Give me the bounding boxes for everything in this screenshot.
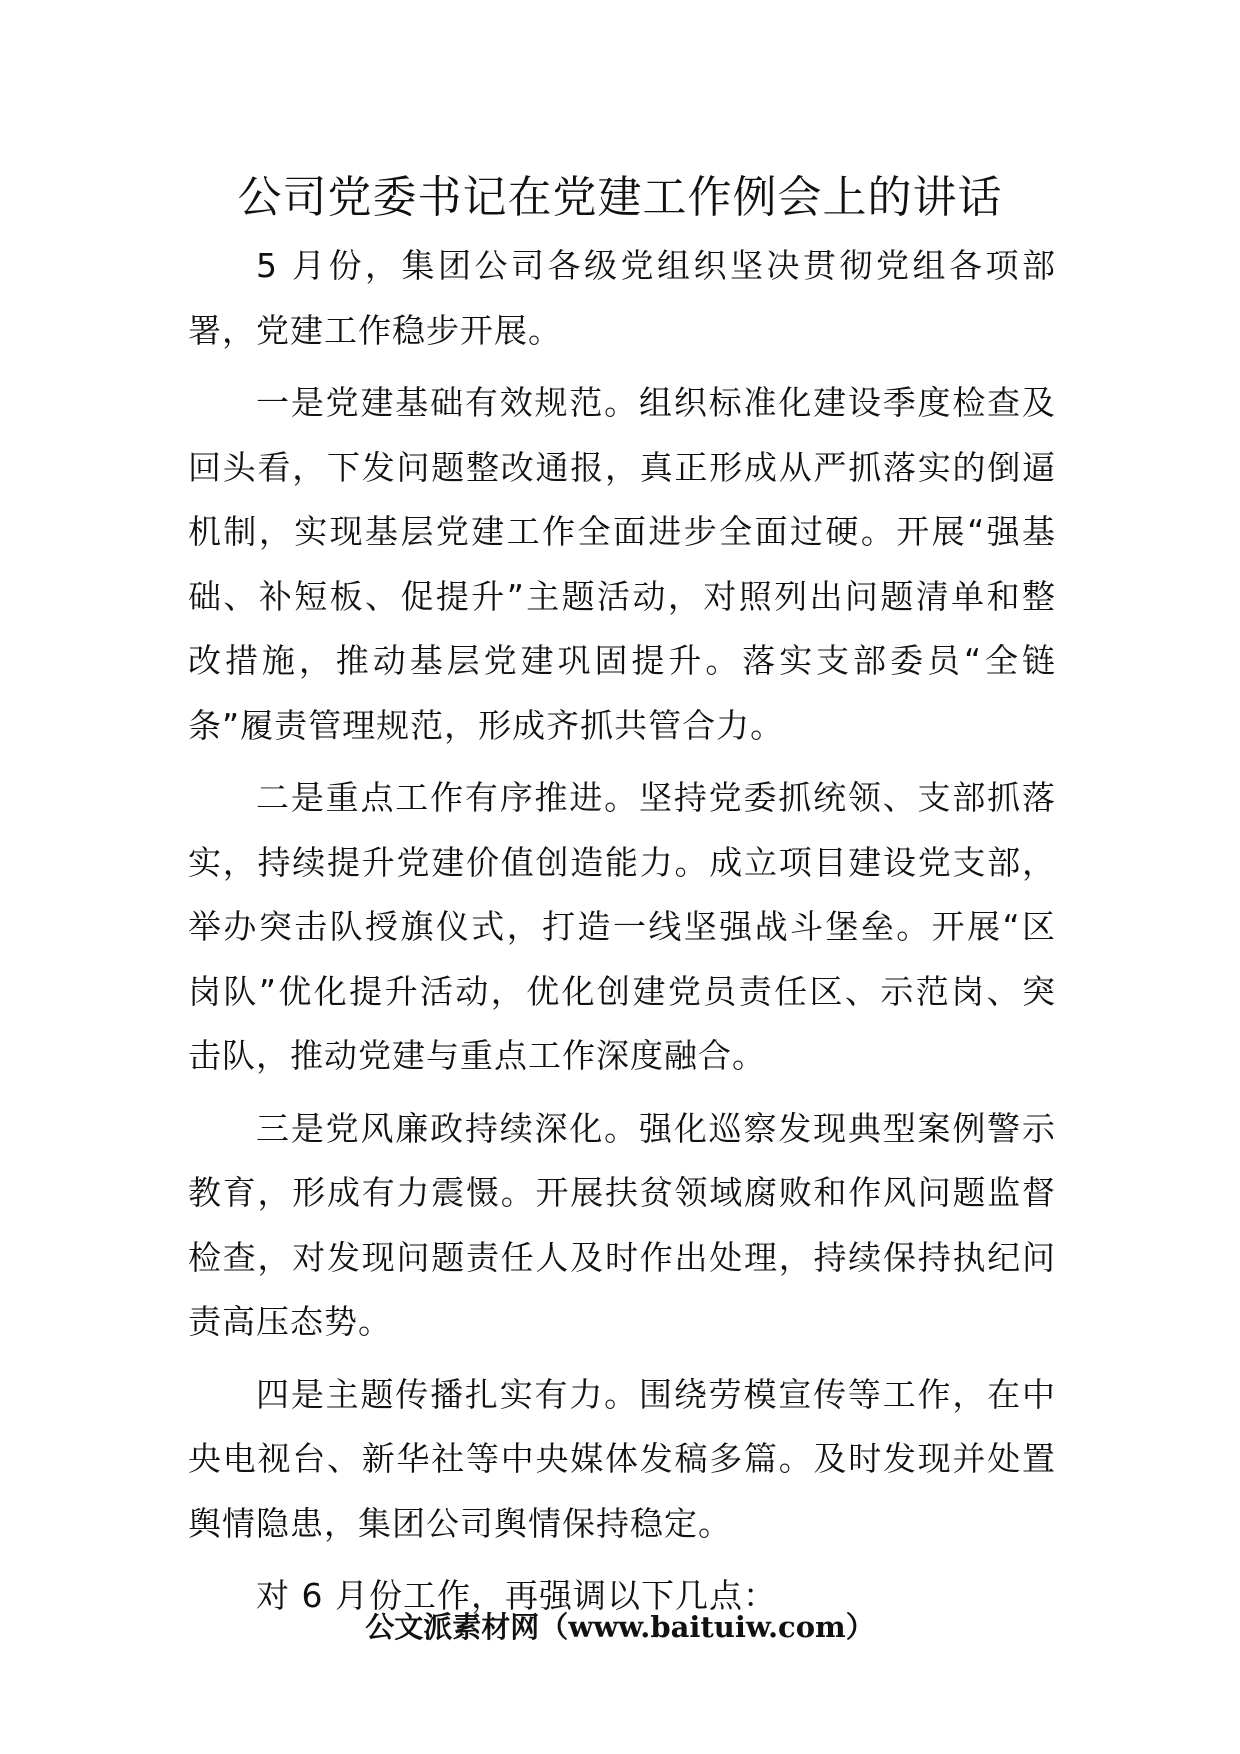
- paragraph-june-points: 对 6 月份工作，再强调以下几点：: [256, 1576, 777, 1615]
- document-body: [188, 234, 1056, 1637]
- source-footer: 公文派素材网（www.baituiw.com）: [365, 1610, 875, 1644]
- paragraph-key-work: 二是重点工作有序推进。坚持党委抓统领、支部抓落实，持续提升党建价值创造能力。成立项目建设党支部，举办突击队授旗仪式，打造一线坚强战斗堡垒。开展“区岗队”优化提升活动，优化创建党员责任区、示范岗、突击队，推动党建与重点工作深度融合。: [188, 778, 1056, 1075]
- paragraph-publicity: 四是主题传播扎实有力。围绕劳模宣传等工作，在中央电视台、新华社等中央媒体发稿多篇。及时发现并处置舆情隐患，集团公司舆情保持稳定。: [188, 1374, 1056, 1543]
- paragraph-integrity: 三是党风廉政持续深化。强化巡察发现典型案例警示教育，形成有力震慑。开展扶贫领域腐败和作风问题监督检查，对发现问题责任人及时作出处理，持续保持执纪问责高压态势。: [188, 1108, 1056, 1341]
- paragraph-party-foundation: 一是党建基础有效规范。组织标准化建设季度检查及回头看，下发问题整改通报，真正形成从严抓落实的倒逼机制，实现基层党建工作全面进步全面过硬。开展“强基础、补短板、促提升”主题活动，对照列出问题清单和整改措施，推动基层党建巩固提升。落实支部委员“全链条”履责管理规范，形成齐抓共管合力。: [188, 383, 1056, 745]
- paragraph-intro: 5 月份，集团公司各级党组织坚决贯彻党组各项部署，党建工作稳步开展。: [188, 246, 1056, 350]
- document-title: 公司党委书记在党建工作例会上的讲话: [237, 172, 1003, 223]
